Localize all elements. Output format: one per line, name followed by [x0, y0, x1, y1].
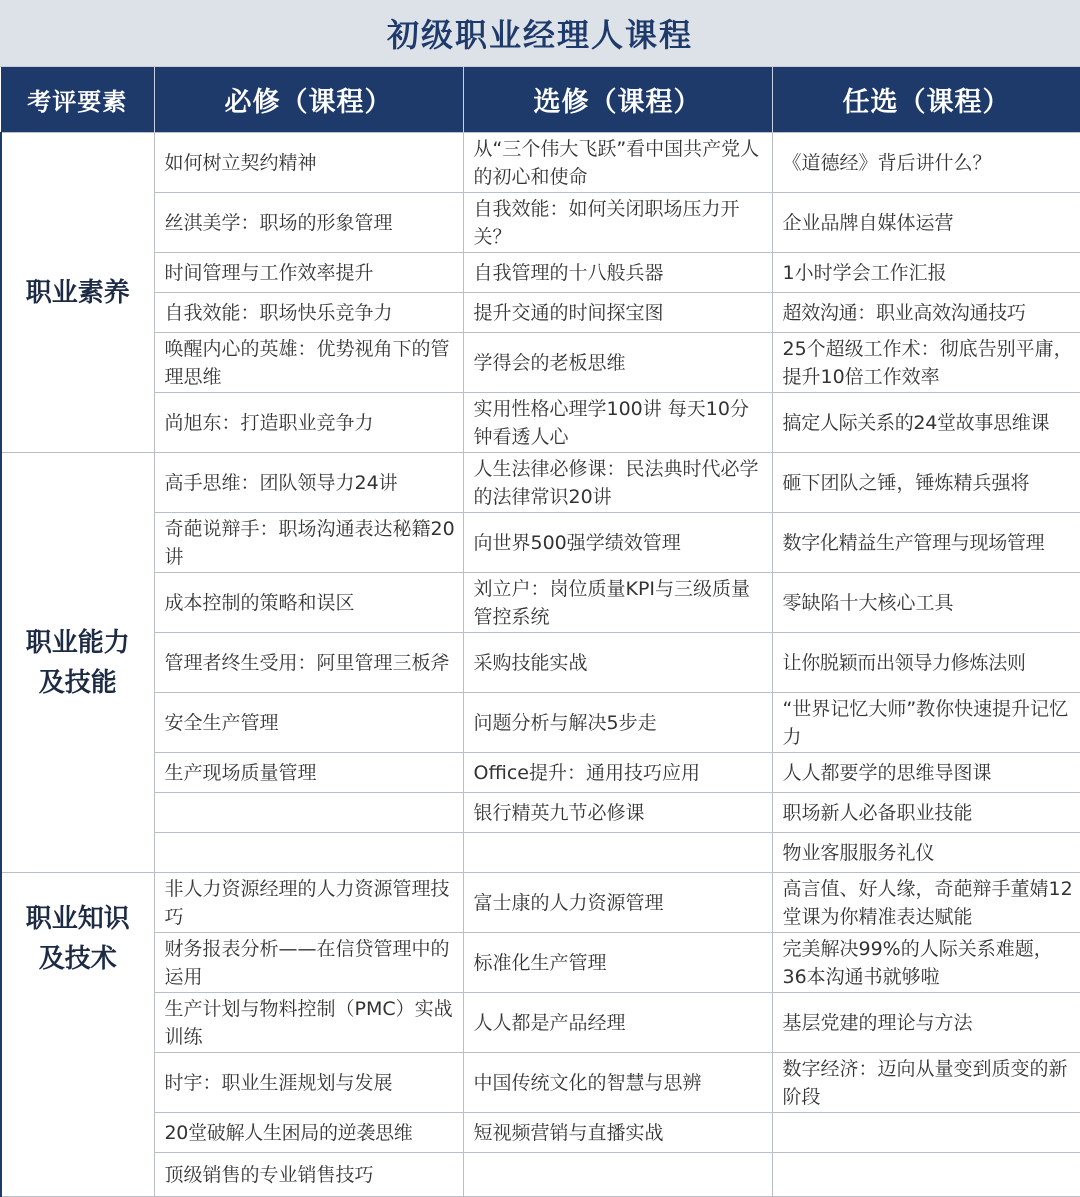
category-cell-ability — [1, 453, 154, 873]
course-cell-empty — [772, 1153, 1080, 1197]
course-cell: 顶级销售的专业销售技巧 — [154, 1153, 463, 1197]
page-title: 初级职业经理人课程 — [0, 0, 1080, 67]
course-cell: 数字经济：迈向从量变到质变的新阶段 — [772, 1053, 1080, 1113]
course-cell: 自我效能：如何关闭职场压力开关？ — [463, 193, 772, 253]
course-cell: 富士康的人力资源管理 — [463, 873, 772, 933]
category-cell-professionalism — [1, 133, 154, 453]
course-cell: 企业品牌自媒体运营 — [772, 193, 1080, 253]
table-header-row — [1, 67, 1080, 133]
course-cell: Office提升：通用技巧应用 — [463, 753, 772, 793]
course-cell: 唤醒内心的英雄：优势视角下的管理思维 — [154, 333, 463, 393]
category-label-line2: 及技术 — [38, 944, 117, 974]
course-cell-empty — [463, 833, 772, 873]
course-cell: 零缺陷十大核心工具 — [772, 573, 1080, 633]
table-row — [1, 873, 1080, 933]
table-row — [1, 1113, 1080, 1153]
table-row — [1, 933, 1080, 993]
course-cell: 时间管理与工作效率提升 — [154, 253, 463, 293]
course-cell: 生产现场质量管理 — [154, 753, 463, 793]
course-cell: 非人力资源经理的人力资源管理技巧 — [154, 873, 463, 933]
table-row — [1, 1053, 1080, 1113]
course-cell: 1小时学会工作汇报 — [772, 253, 1080, 293]
table-row — [1, 513, 1080, 573]
course-cell: 如何树立契约精神 — [154, 133, 463, 193]
course-cell: 管理者终生受用：阿里管理三板斧 — [154, 633, 463, 693]
course-cell: 从“三个伟大飞跃”看中国共产党人的初心和使命 — [463, 133, 772, 193]
table-row — [1, 573, 1080, 633]
course-cell: 数字化精益生产管理与现场管理 — [772, 513, 1080, 573]
table-row — [1, 333, 1080, 393]
course-cell-empty — [463, 1153, 772, 1197]
table-row — [1, 193, 1080, 253]
table-row — [1, 753, 1080, 793]
table-row — [1, 293, 1080, 333]
course-cell: 尚旭东：打造职业竞争力 — [154, 393, 463, 453]
category-label-line2: 及技能 — [38, 667, 117, 698]
table-row — [1, 833, 1080, 873]
course-table — [0, 67, 1080, 1197]
course-cell: 让你脱颖而出领导力修炼法则 — [772, 633, 1080, 693]
header-category: 考评要素 — [1, 67, 154, 133]
course-cell: 物业客服服务礼仪 — [772, 833, 1080, 873]
course-cell: 砸下团队之锤，锤炼精兵强将 — [772, 453, 1080, 513]
course-cell: 搞定人际关系的24堂故事思维课 — [772, 393, 1080, 453]
course-cell-empty — [154, 793, 463, 833]
course-cell: 安全生产管理 — [154, 693, 463, 753]
course-cell: 银行精英九节必修课 — [463, 793, 772, 833]
course-cell: 自我管理的十八般兵器 — [463, 253, 772, 293]
course-cell: 标准化生产管理 — [463, 933, 772, 993]
course-cell: 提升交通的时间探宝图 — [463, 293, 772, 333]
course-cell: 采购技能实战 — [463, 633, 772, 693]
category-label: 职业能力 — [25, 627, 130, 658]
course-cell: 中国传统文化的智慧与思辨 — [463, 1053, 772, 1113]
course-cell: 人人都要学的思维导图课 — [772, 753, 1080, 793]
table-row — [1, 693, 1080, 753]
category-cell-knowledge — [1, 873, 154, 1197]
course-cell: 职场新人必备职业技能 — [772, 793, 1080, 833]
course-cell: 成本控制的策略和误区 — [154, 573, 463, 633]
course-cell: 高手思维：团队领导力24讲 — [154, 453, 463, 513]
table-row — [1, 453, 1080, 513]
table-row — [1, 1153, 1080, 1197]
course-cell: 人人都是产品经理 — [463, 993, 772, 1053]
course-cell: 25个超级工作术：彻底告别平庸，提升10倍工作效率 — [772, 333, 1080, 393]
course-cell: 20堂破解人生困局的逆袭思维 — [154, 1113, 463, 1153]
course-cell: 生产计划与物料控制（PMC）实战训练 — [154, 993, 463, 1053]
table-row — [1, 253, 1080, 293]
course-cell: 丝淇美学：职场的形象管理 — [154, 193, 463, 253]
course-cell: 问题分析与解决5步走 — [463, 693, 772, 753]
course-cell: 学得会的老板思维 — [463, 333, 772, 393]
course-cell: 《道德经》背后讲什么？ — [772, 133, 1080, 193]
header-required: 必修（课程） — [154, 67, 463, 133]
table-row — [1, 793, 1080, 833]
course-cell-empty — [772, 1113, 1080, 1153]
course-cell: 人生法律必修课：民法典时代必学的法律常识20讲 — [463, 453, 772, 513]
course-cell: 刘立户：岗位质量KPI与三级质量管控系统 — [463, 573, 772, 633]
course-cell: 超效沟通：职业高效沟通技巧 — [772, 293, 1080, 333]
course-cell: 财务报表分析——在信贷管理中的运用 — [154, 933, 463, 993]
course-cell: 实用性格心理学100讲 每天10分钟看透人心 — [463, 393, 772, 453]
course-cell: 短视频营销与直播实战 — [463, 1113, 772, 1153]
table-row — [1, 393, 1080, 453]
table-row — [1, 993, 1080, 1053]
course-cell: 时宇：职业生涯规划与发展 — [154, 1053, 463, 1113]
table-row — [1, 633, 1080, 693]
header-optional: 任选（课程） — [772, 67, 1080, 133]
course-cell: 基层党建的理论与方法 — [772, 993, 1080, 1053]
course-cell: 自我效能：职场快乐竞争力 — [154, 293, 463, 333]
course-cell: 高言值、好人缘，奇葩辩手董婧12堂课为你精准表达赋能 — [772, 873, 1080, 933]
category-label: 职业素养 — [25, 277, 130, 308]
category-label: 职业知识 — [25, 904, 130, 934]
course-cell: 向世界500强学绩效管理 — [463, 513, 772, 573]
table-row — [1, 133, 1080, 193]
course-cell: 奇葩说辩手：职场沟通表达秘籍20讲 — [154, 513, 463, 573]
header-elective: 选修（课程） — [463, 67, 772, 133]
course-cell-empty — [154, 833, 463, 873]
course-cell: “世界记忆大师”教你快速提升记忆力 — [772, 693, 1080, 753]
course-cell: 完美解决99%的人际关系难题，36本沟通书就够啦 — [772, 933, 1080, 993]
